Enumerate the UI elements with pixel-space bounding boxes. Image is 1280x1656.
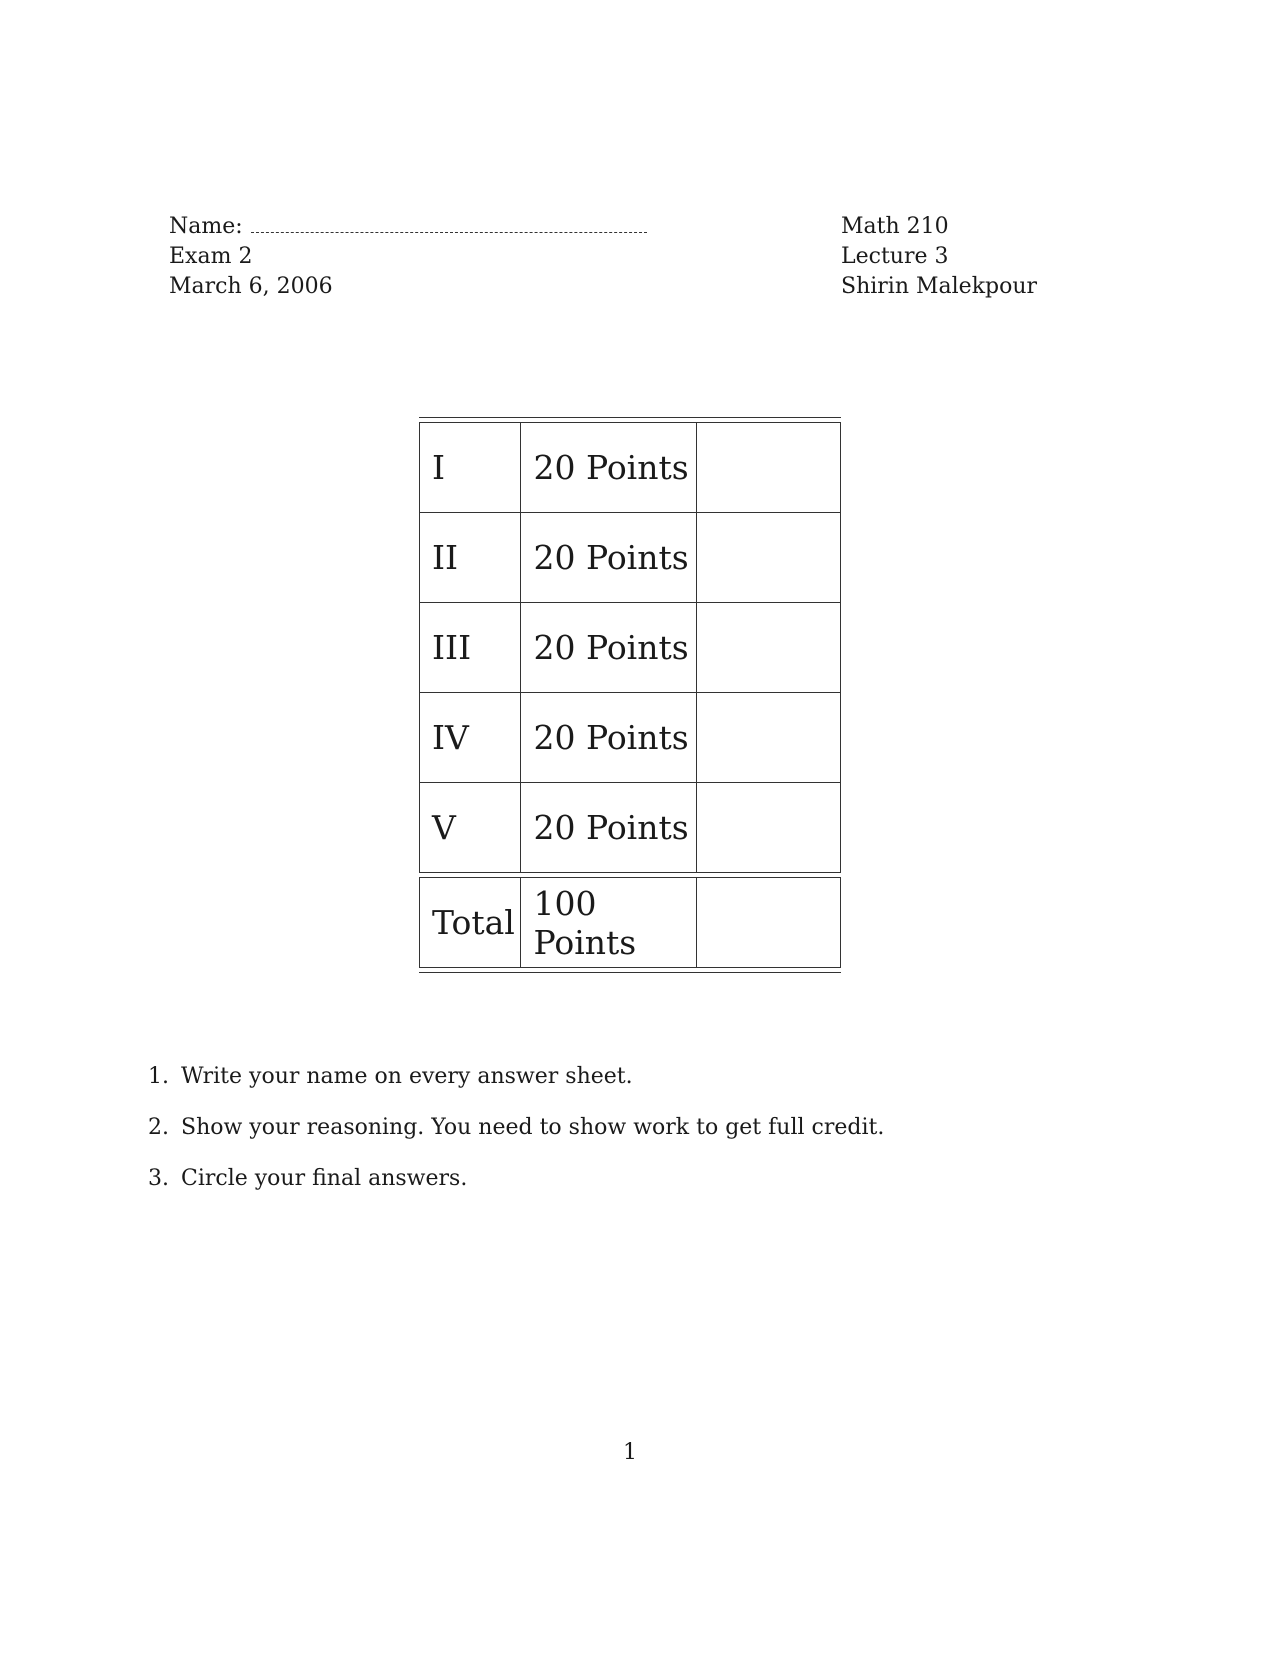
problem-label: V — [420, 783, 521, 873]
instructions-list — [148, 1062, 884, 1215]
name-blank-line[interactable] — [251, 216, 647, 233]
table-row — [420, 693, 841, 783]
list-item — [148, 1062, 884, 1113]
table-row — [420, 603, 841, 693]
course-name: Math 210 — [841, 214, 949, 239]
problem-score-box[interactable] — [697, 423, 841, 513]
total-score-box[interactable] — [697, 878, 841, 968]
item-number: 3. — [148, 1166, 169, 1191]
list-item — [148, 1164, 884, 1215]
exam-title: Exam 2 — [169, 244, 253, 269]
problem-points: 20 Points — [521, 783, 697, 873]
table-row — [420, 783, 841, 873]
lecture-number: Lecture 3 — [841, 244, 949, 269]
list-item — [148, 1113, 884, 1164]
problem-label: I — [420, 423, 521, 513]
score-grid — [419, 422, 841, 968]
problem-points: 20 Points — [521, 693, 697, 783]
page-number: 1 — [623, 1440, 637, 1465]
problem-points: 20 Points — [521, 603, 697, 693]
exam-date: March 6, 2006 — [169, 274, 333, 299]
problem-score-box[interactable] — [697, 783, 841, 873]
instructor-name: Shirin Malekpour — [841, 274, 1038, 299]
problem-score-box[interactable] — [697, 603, 841, 693]
table-row — [420, 513, 841, 603]
name-label: Name: — [169, 214, 243, 239]
item-number: 1. — [148, 1064, 169, 1089]
problem-label: IV — [420, 693, 521, 783]
item-text: Write your name on every answer sheet. — [181, 1064, 633, 1089]
table-row — [420, 423, 841, 513]
problem-points: 20 Points — [521, 423, 697, 513]
header-left — [169, 212, 647, 302]
item-text: Circle your final answers. — [181, 1166, 468, 1191]
total-points: 100 Points — [521, 878, 697, 968]
name-row — [169, 212, 647, 242]
item-text: Show your reasoning. You need to show work to get full credit. — [181, 1115, 885, 1140]
problem-score-box[interactable] — [697, 513, 841, 603]
problem-points: 20 Points — [521, 513, 697, 603]
header-right — [841, 212, 1037, 302]
problem-score-box[interactable] — [697, 693, 841, 783]
total-row — [420, 878, 841, 968]
total-label: Total — [420, 878, 521, 968]
problem-label: II — [420, 513, 521, 603]
problem-label: III — [420, 603, 521, 693]
item-number: 2. — [148, 1115, 169, 1140]
score-table — [419, 417, 841, 973]
